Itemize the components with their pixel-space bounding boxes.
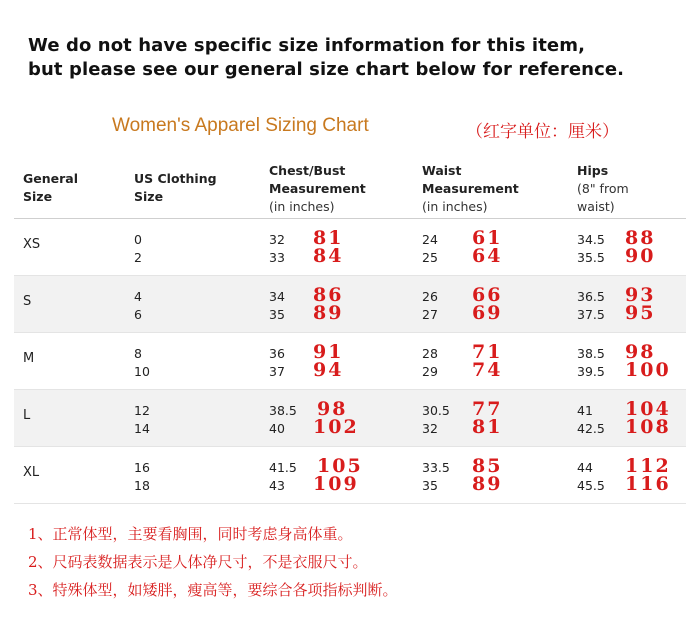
us-size-value: 6 (134, 307, 142, 322)
chest-inch-value: 35 (269, 307, 285, 322)
header-hips-line2: (8" from (577, 181, 629, 196)
hips-cm-value: 116 (625, 473, 671, 495)
waist-inch-value: 28 (422, 346, 438, 361)
waist-cell (422, 398, 562, 438)
us-size-cell (134, 231, 142, 267)
waist-inch-value: 33.5 (422, 460, 450, 475)
chest-inch-value: 40 (269, 421, 285, 436)
header-hips-line1: Hips (577, 163, 609, 178)
chart-title-row (0, 115, 700, 145)
hips-cm-value: 100 (625, 359, 671, 381)
size-notice (28, 34, 624, 82)
waist-cm-value: 64 (472, 245, 503, 267)
waist-inch-value: 26 (422, 289, 438, 304)
waist-cm-value: 89 (472, 473, 503, 495)
hips-inch-value: 45.5 (577, 478, 605, 493)
header-general-size-line2: Size (23, 189, 53, 204)
chest-inch-value: 41.5 (269, 460, 297, 475)
note-1: 1、正常体型，主要看胸围，同时考虑身高体重。 (28, 525, 353, 543)
waist-inch-value: 35 (422, 478, 438, 493)
general-size-cell: L (23, 408, 31, 423)
us-size-value: 12 (134, 403, 150, 418)
table-row (14, 219, 686, 276)
hips-cell (577, 455, 700, 495)
hips-inch-value: 37.5 (577, 307, 605, 322)
note-3: 3、特殊体型，如矮胖，瘦高等，要综合各项指标判断。 (28, 581, 398, 599)
general-size-cell: M (23, 351, 35, 366)
waist-cm-value: 81 (472, 416, 503, 438)
hips-inch-value: 38.5 (577, 346, 605, 361)
waist-cm-value: 77 (472, 398, 503, 420)
header-chest-line1: Chest/Bust (269, 163, 346, 178)
chest-inch-value: 34 (269, 289, 285, 304)
general-size-cell: XS (23, 237, 41, 252)
waist-cm-value: 85 (472, 455, 503, 477)
header-general-size (23, 170, 78, 206)
note-2: 2、尺码表数据表示是人体净尺寸，不是衣服尺寸。 (28, 553, 368, 571)
sizing-table (14, 152, 686, 504)
hips-cell (577, 341, 700, 381)
waist-cm-value: 74 (472, 359, 503, 381)
hips-cm-value: 90 (625, 245, 656, 267)
chest-cm-value: 105 (317, 455, 363, 477)
chest-cm-value: 98 (317, 398, 348, 420)
us-size-value: 4 (134, 289, 142, 304)
table-row (14, 333, 686, 390)
chest-cell (269, 341, 409, 381)
us-size-value: 10 (134, 364, 150, 379)
table-row (14, 447, 686, 504)
chart-title: Women's Apparel Sizing Chart (112, 115, 369, 136)
waist-cm-value: 61 (472, 227, 503, 249)
waist-cm-value: 66 (472, 284, 503, 306)
chest-cell (269, 398, 409, 438)
header-us-size-line2: Size (134, 189, 164, 204)
header-general-size-line1: General (23, 171, 78, 186)
hips-inch-value: 44 (577, 460, 593, 475)
chest-inch-value: 38.5 (269, 403, 297, 418)
chest-cell (269, 227, 409, 267)
chest-inch-value: 32 (269, 232, 285, 247)
table-body (14, 219, 686, 504)
table-row (14, 276, 686, 333)
hips-cm-value: 98 (625, 341, 656, 363)
header-waist (422, 162, 519, 216)
notice-line-2: but please see our general size chart below for reference. (28, 59, 625, 80)
chest-inch-value: 43 (269, 478, 285, 493)
header-waist-line2: Measurement (422, 181, 519, 196)
hips-inch-value: 35.5 (577, 250, 605, 265)
waist-inch-value: 30.5 (422, 403, 450, 418)
us-size-value: 18 (134, 478, 150, 493)
hips-inch-value: 34.5 (577, 232, 605, 247)
header-chest-line3: (in inches) (269, 199, 335, 214)
waist-cm-value: 69 (472, 302, 503, 324)
waist-cell (422, 227, 562, 267)
chest-cell (269, 284, 409, 324)
chest-cell (269, 455, 409, 495)
header-waist-line1: Waist (422, 163, 462, 178)
hips-cm-value: 112 (625, 455, 671, 477)
waist-cell (422, 455, 562, 495)
chest-cm-value: 86 (313, 284, 344, 306)
header-hips (577, 162, 629, 216)
unit-note: （红字单位：厘米） (466, 122, 619, 142)
table-header (14, 152, 686, 219)
waist-cm-value: 71 (472, 341, 503, 363)
hips-inch-value: 36.5 (577, 289, 605, 304)
header-us-size-line1: US Clothing (134, 171, 217, 186)
general-size-cell: S (23, 294, 32, 309)
header-chest-line2: Measurement (269, 181, 366, 196)
chest-cm-value: 109 (313, 473, 359, 495)
chest-inch-value: 37 (269, 364, 285, 379)
waist-cell (422, 341, 562, 381)
us-size-cell (134, 459, 150, 495)
table-row (14, 390, 686, 447)
hips-cm-value: 93 (625, 284, 656, 306)
waist-cell (422, 284, 562, 324)
us-size-cell (134, 345, 150, 381)
general-size-cell: XL (23, 465, 40, 480)
chest-cm-value: 89 (313, 302, 344, 324)
us-size-value: 16 (134, 460, 150, 475)
header-hips-line3: waist) (577, 199, 615, 214)
chest-cm-value: 91 (313, 341, 344, 363)
us-size-value: 8 (134, 346, 142, 361)
hips-cell (577, 227, 700, 267)
hips-inch-value: 42.5 (577, 421, 605, 436)
us-size-value: 2 (134, 250, 142, 265)
chest-cm-value: 102 (313, 416, 359, 438)
header-waist-line3: (in inches) (422, 199, 488, 214)
waist-inch-value: 29 (422, 364, 438, 379)
us-size-cell (134, 402, 150, 438)
chest-inch-value: 36 (269, 346, 285, 361)
waist-inch-value: 32 (422, 421, 438, 436)
chest-cm-value: 84 (313, 245, 344, 267)
waist-inch-value: 25 (422, 250, 438, 265)
header-us-size (134, 170, 217, 206)
us-size-value: 0 (134, 232, 142, 247)
header-chest (269, 162, 366, 216)
chest-inch-value: 33 (269, 250, 285, 265)
us-size-value: 14 (134, 421, 150, 436)
hips-cm-value: 95 (625, 302, 656, 324)
hips-cell (577, 398, 700, 438)
hips-cm-value: 88 (625, 227, 656, 249)
us-size-cell (134, 288, 142, 324)
waist-inch-value: 24 (422, 232, 438, 247)
hips-inch-value: 39.5 (577, 364, 605, 379)
waist-inch-value: 27 (422, 307, 438, 322)
hips-inch-value: 41 (577, 403, 593, 418)
notice-line-1: We do not have specific size information for this item, (28, 35, 586, 56)
chest-cm-value: 81 (313, 227, 344, 249)
size-notes (28, 520, 398, 604)
chest-cm-value: 94 (313, 359, 344, 381)
hips-cm-value: 108 (625, 416, 671, 438)
hips-cell (577, 284, 700, 324)
hips-cm-value: 104 (625, 398, 671, 420)
